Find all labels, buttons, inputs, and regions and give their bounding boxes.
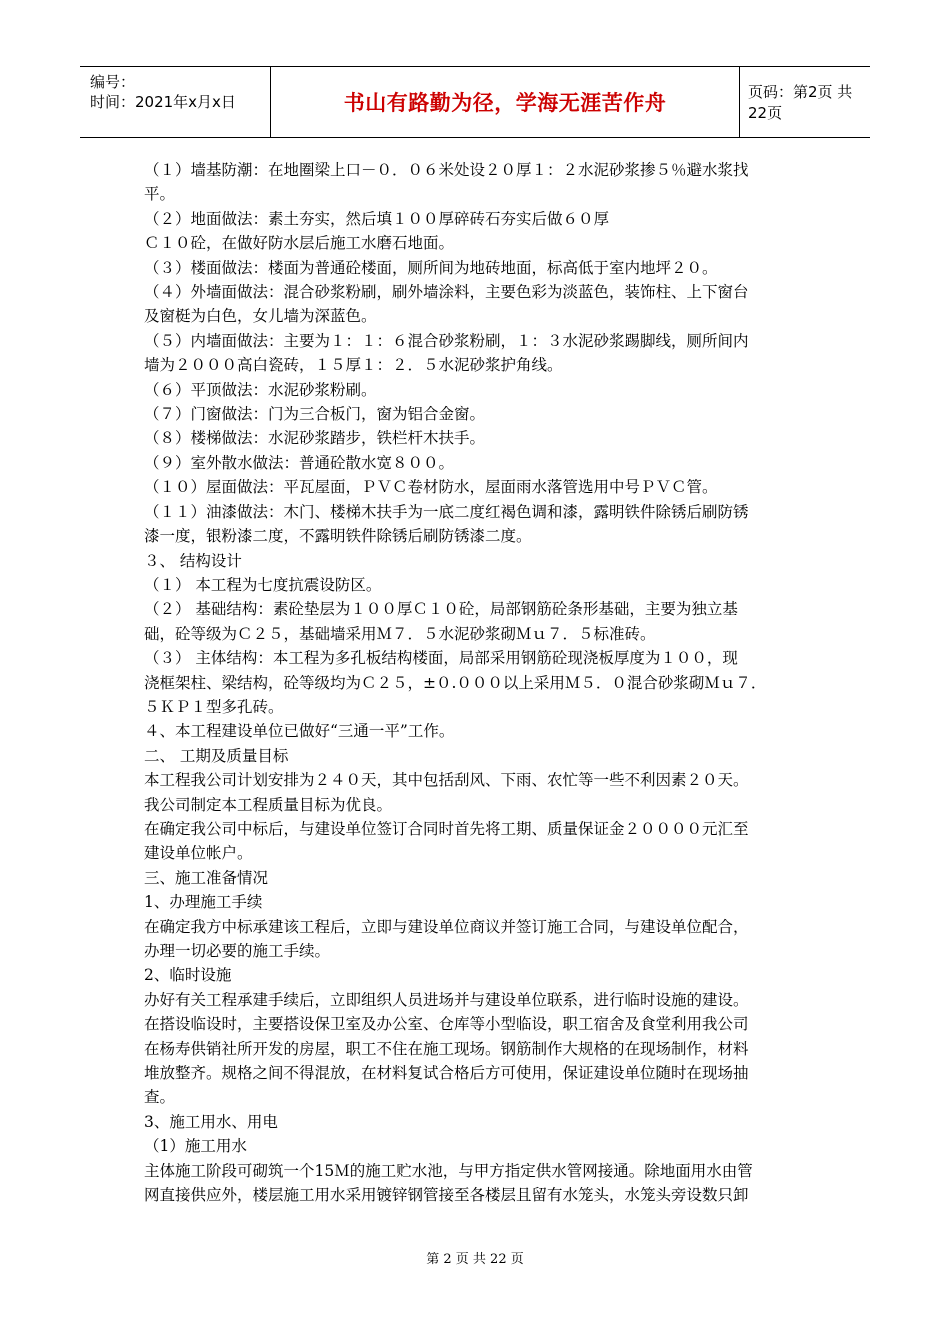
body-line: 础，砼等级为Ｃ２５，基础墙采用Ｍ７．５水泥砂浆砌Ｍｕ７．５标准砖。 — [144, 624, 656, 643]
page-footer — [0, 1248, 950, 1267]
document-date: 时间：2021年x月x日 — [90, 93, 236, 111]
body-line: 我公司制定本工程质量目标为优良。 — [144, 795, 393, 814]
body-line: 办好有关工程承建手续后，立即组织人员进场并与建设单位联系，进行临时设施的建设。 — [144, 990, 749, 1009]
body-line: （２）地面做法：素土夯实，然后填１００厚碎砖石夯实后做６０厚 — [144, 209, 610, 228]
section-heading: 二、 工期及质量目标 — [144, 746, 289, 765]
body-line: 墙为２０００高白瓷砖，１５厚１：２．５水泥砂浆护角线。 — [144, 356, 563, 375]
body-line: 本工程我公司计划安排为２４０天，其中包括刮风、下雨、农忙等一些不利因素２０天。 — [144, 771, 749, 790]
section-heading: ３、 结构设计 — [144, 551, 242, 570]
page-header — [80, 66, 870, 138]
body-line: ５ＫＰ１型多孔砖。 — [144, 697, 284, 716]
body-line: （８）楼梯做法：水泥砂浆踏步，铁栏杆木扶手。 — [144, 429, 486, 448]
body-line: 查。 — [144, 1088, 176, 1107]
motto-text: 书山有路勤为径，学海无涯苦作舟 — [343, 91, 667, 115]
document-number: 编号： — [90, 73, 136, 91]
section-heading: 三、施工准备情况 — [144, 868, 269, 887]
body-line: 在搭设临设时，主要搭设保卫室及办公室、仓库等小型临设，职工宿舍及食堂利用我公司 — [144, 1015, 749, 1034]
header-meta — [80, 67, 268, 137]
body-line: （1）施工用水 — [144, 1137, 247, 1156]
document-body — [144, 158, 820, 1207]
header-page-cell — [740, 67, 870, 137]
body-line: 在确定我方中标承建该工程后，立即与建设单位商议并签订施工合同，与建设单位配合， — [144, 917, 749, 936]
body-line: （５）内墙面做法：主要为１：１：６混合砂浆粉刷，１：３水泥砂浆踢脚线，厕所间内 — [144, 331, 749, 350]
body-line: （１０）屋面做法：平瓦屋面，ＰＶＣ卷材防水，屋面雨水落管选用中号ＰＶＣ管。 — [144, 478, 718, 497]
body-line: （７）门窗做法：门为三合板门，窗为铝合金窗。 — [144, 405, 486, 424]
header-motto-cell — [270, 67, 740, 137]
body-line: 网直接供应外，楼层施工用水采用镀锌钢管接至各楼层且留有水笼头，水笼头旁设数只卸 — [144, 1186, 749, 1205]
body-line: 堆放整齐。规格之间不得混放，在材料复试合格后方可使用，保证建设单位随时在现场抽 — [144, 1064, 749, 1083]
body-line: 漆一度，银粉漆二度，不露明铁件除锈后刷防锈漆二度。 — [144, 527, 532, 546]
body-line: （９）室外散水做法：普通砼散水宽８００。 — [144, 453, 455, 472]
body-line: ４、本工程建设单位已做好“三通一平”工作。 — [144, 722, 455, 741]
body-line: 主体施工阶段可砌筑一个15Ｍ的施工贮水池，与甲方指定供水管网接通。除地面用水由管 — [144, 1161, 753, 1180]
subsection-heading: 3、施工用水、用电 — [144, 1112, 278, 1131]
subsection-heading: 1、办理施工手续 — [144, 893, 263, 912]
body-line: （２） 基础结构：素砼垫层为１００厚Ｃ１０砼，局部钢筋砼条形基础，主要为独立基 — [144, 600, 738, 619]
body-line: （３）楼面做法：楼面为普通砼楼面，厕所间为地砖地面，标高低于室内地坪２０。 — [144, 258, 718, 277]
body-line: Ｃ１０砼，在做好防水层后施工水磨石地面。 — [144, 234, 455, 253]
page-indicator: 页码：第2页 共22页 — [748, 83, 853, 122]
body-line: 浇框架柱、梁结构，砼等级均为Ｃ２５，±０.０００以上采用Ｍ５．０混合砂浆砌Ｍｕ７． — [144, 673, 767, 692]
body-line: （１１）油漆做法：木门、楼梯木扶手为一底二度红褐色调和漆，露明铁件除锈后刷防锈 — [144, 502, 749, 521]
body-line: （６）平顶做法：水泥砂浆粉刷。 — [144, 380, 377, 399]
body-line: （１） 本工程为七度抗震设防区。 — [144, 575, 382, 594]
body-line: 在杨寿供销社所开发的房屋，职工不住在施工现场。钢筋制作大规格的在现场制作，材料 — [144, 1039, 749, 1058]
body-line: 办理一切必要的施工手续。 — [144, 942, 331, 960]
body-line: （３） 主体结构：本工程为多孔板结构楼面，局部采用钢筋砼现浇板厚度为１００，现 — [144, 649, 738, 668]
body-line: （１）墙基防潮：在地圈梁上口－０．０６米处设２０厚１：２水泥砂浆掺５％避水浆找 — [144, 161, 749, 179]
subsection-heading: 2、临时设施 — [144, 966, 232, 985]
footer-page-number: 第 2 页 共 22 页 — [426, 1252, 524, 1267]
body-line: 平。 — [144, 185, 176, 204]
body-line: 及窗梃为白色，女儿墙为深蓝色。 — [144, 307, 377, 326]
body-line: 建设单位帐户。 — [144, 844, 253, 863]
body-line: （４）外墙面做法：混合砂浆粉刷，刷外墙涂料，主要色彩为淡蓝色，装饰柱、上下窗台 — [144, 283, 749, 302]
body-line: 在确定我公司中标后，与建设单位签订合同时首先将工期、质量保证金２００００元汇至 — [144, 819, 749, 838]
